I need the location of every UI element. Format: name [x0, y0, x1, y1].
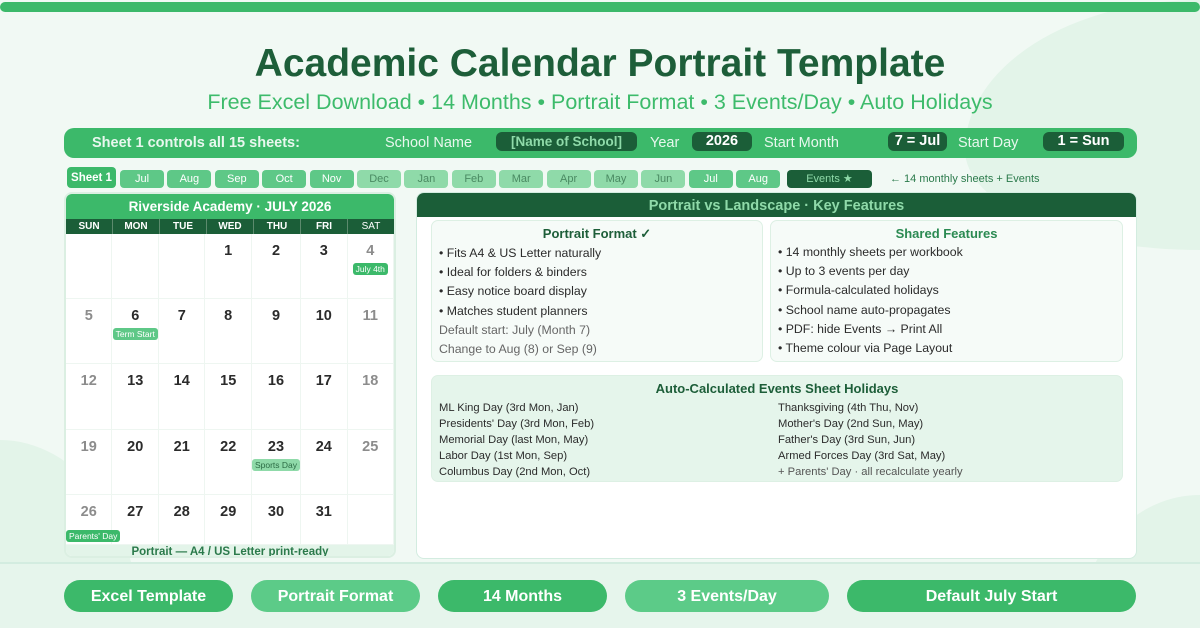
day-number: 3 [319, 243, 328, 259]
day-number: 21 [173, 439, 190, 455]
control-bar [64, 128, 1137, 158]
day-cell[interactable] [301, 430, 347, 495]
shared-feature-item: • Formula-calculated holidays [778, 283, 939, 298]
day-cell[interactable] [348, 364, 395, 430]
day-cell[interactable] [205, 495, 252, 545]
holiday-item: Thanksgiving (4th Thu, Nov) [778, 402, 919, 414]
holiday-columns [432, 400, 1122, 480]
shared-features-title: Shared Features [895, 226, 998, 241]
day-cell[interactable] [112, 234, 159, 299]
day-cell[interactable] [112, 430, 159, 495]
day-cell[interactable] [159, 495, 205, 545]
calendar-title: Riverside Academy · JULY 2026 [66, 194, 394, 219]
holiday-item: Labor Day (1st Mon, Sep) [439, 450, 568, 462]
year-field[interactable]: 2026 [692, 132, 752, 151]
day-number: 8 [224, 308, 233, 324]
tab-month-dec[interactable]: Dec [357, 170, 401, 188]
day-number: 7 [177, 308, 186, 324]
day-cell[interactable] [205, 234, 252, 299]
page-subtitle: Free Excel Download • 14 Months • Portrait Format • 3 Events/Day • Auto Holidays [207, 90, 993, 114]
holidays-box [431, 375, 1123, 482]
day-cell[interactable] [205, 364, 252, 430]
calendar-grid [66, 234, 394, 545]
day-number: 29 [220, 504, 237, 520]
holiday-column-left [439, 400, 778, 480]
day-cell[interactable] [66, 430, 112, 495]
weekday-header [66, 219, 394, 234]
day-number: 25 [362, 439, 379, 455]
weekday-sun: SUN [66, 219, 113, 234]
holiday-item: Father's Day (3rd Sun, Jun) [778, 434, 916, 446]
shared-feature-item: • Theme colour via Page Layout [778, 340, 953, 355]
start-month-label: Start Month [764, 135, 839, 151]
portrait-note: Default start: July (Month 7) [439, 322, 591, 337]
day-cell[interactable] [159, 234, 205, 299]
tab-month-jul[interactable]: Jul [120, 170, 164, 188]
day-cell[interactable] [301, 299, 347, 364]
day-number: 16 [267, 373, 285, 389]
portrait-feature-item: • Easy notice board display [439, 284, 587, 299]
holiday-item: + Parents' Day · all recalculate yearly [778, 466, 963, 478]
weekday-sat: SAT [361, 221, 381, 232]
features-title: Portrait vs Landscape · Key Features [417, 193, 1136, 217]
shared-feature-item: • 14 monthly sheets per workbook [778, 245, 963, 259]
day-number: 18 [362, 373, 379, 389]
day-cell[interactable] [252, 299, 301, 364]
top-accent-bar [0, 2, 1200, 12]
day-number: 4 [366, 243, 375, 259]
portrait-feature-item: • Fits A4 & US Letter naturally [439, 246, 602, 260]
day-number: 27 [127, 504, 144, 520]
calendar-preview [64, 192, 396, 558]
shared-feature-item: • School name auto-propagates [778, 302, 951, 317]
start-month-field[interactable]: 7 = Jul [888, 132, 947, 151]
badge-3-events: 3 Events/Day [625, 580, 829, 612]
day-number: 20 [127, 439, 144, 455]
start-day-field[interactable]: 1 = Sun [1043, 132, 1124, 151]
badge-excel-template: Excel Template [64, 580, 233, 612]
day-cell[interactable] [301, 495, 347, 545]
day-number: 17 [315, 373, 332, 389]
day-cell[interactable] [159, 364, 205, 430]
day-number: 15 [220, 373, 237, 389]
day-number: 26 [80, 504, 97, 520]
day-cell[interactable] [252, 234, 301, 299]
weekday-mon: MON [113, 219, 160, 234]
day-number: 13 [127, 373, 144, 389]
holiday-item: Columbus Day (2nd Mon, Oct) [439, 466, 591, 478]
event-chip[interactable]: Term Start [113, 328, 158, 340]
portrait-feature-item: • Matches student planners [439, 303, 588, 318]
tab-month-aug[interactable]: Aug [167, 170, 211, 188]
tab-events[interactable]: Events ★ [787, 170, 872, 188]
day-number: 24 [315, 439, 332, 455]
tab-month-jun[interactable]: Jun [641, 170, 685, 188]
badge-14-months: 14 Months [438, 580, 607, 612]
holiday-column-right [778, 400, 1117, 480]
badge-portrait-format: Portrait Format [251, 580, 420, 612]
tab-month-mar[interactable]: Mar [499, 170, 543, 188]
page-title: Academic Calendar Portrait Template [254, 42, 946, 85]
day-number: 22 [220, 439, 237, 455]
day-cell[interactable] [66, 234, 112, 299]
portrait-feature-list [432, 244, 762, 359]
tab-month-sep[interactable]: Sep [215, 170, 259, 188]
day-number: 23 [267, 439, 285, 455]
portrait-note: Change to Aug (8) or Sep (9) [439, 341, 597, 356]
day-cell[interactable] [159, 430, 205, 495]
holiday-item: Memorial Day (last Mon, May) [439, 434, 589, 446]
day-cell[interactable] [159, 299, 205, 364]
tab-month-jan[interactable]: Jan [404, 170, 448, 188]
day-cell[interactable] [301, 234, 347, 299]
tab-month-apr[interactable]: Apr [547, 170, 591, 188]
badge-default-july: Default July Start [847, 580, 1136, 612]
day-number: 19 [80, 439, 97, 455]
day-cell[interactable] [252, 495, 301, 545]
day-cell[interactable] [66, 299, 112, 364]
day-number: 9 [271, 308, 281, 324]
event-chip[interactable]: Parents' Day [66, 530, 120, 542]
portrait-format-title: Portrait Format ✓ [542, 226, 652, 241]
weekday-tue: TUE [160, 219, 207, 234]
day-number: 30 [267, 504, 285, 520]
day-cell[interactable] [66, 364, 112, 430]
portrait-format-box [431, 220, 763, 362]
tabs-note: ← 14 monthly sheets + Events [890, 173, 1040, 185]
holidays-title: Auto-Calculated Events Sheet Holidays [655, 381, 899, 396]
day-cell[interactable] [348, 430, 395, 495]
tab-month-nov[interactable]: Nov [310, 170, 354, 188]
shared-feature-list [771, 243, 1122, 358]
day-cell[interactable] [112, 299, 159, 364]
day-cell[interactable] [112, 364, 159, 430]
day-cell[interactable] [301, 364, 347, 430]
day-number: 6 [131, 308, 140, 324]
calendar-footer: Portrait — A4 / US Letter print-ready [66, 545, 394, 558]
tab-month-feb[interactable]: Feb [452, 170, 496, 188]
shared-features-box [770, 220, 1123, 362]
start-day-label: Start Day [958, 135, 1019, 151]
day-number: 12 [80, 373, 97, 389]
day-number: 11 [362, 308, 378, 324]
day-cell[interactable] [348, 495, 395, 545]
shared-feature-item: • Up to 3 events per day [778, 264, 910, 279]
event-chip[interactable]: Sports Day [252, 459, 300, 471]
day-cell[interactable] [348, 234, 395, 299]
holiday-item: Mother's Day (2nd Sun, May) [778, 418, 924, 430]
shared-feature-item: • PDF: hide Events → Print All [778, 321, 943, 336]
day-number: 14 [173, 373, 190, 389]
day-cell[interactable] [205, 430, 252, 495]
year-label: Year [650, 135, 680, 151]
control-label: Sheet 1 controls all 15 sheets: [92, 135, 300, 151]
tab-month-jul[interactable]: Jul [689, 170, 733, 188]
features-panel [416, 192, 1137, 559]
school-name-field[interactable]: [Name of School] [496, 132, 637, 151]
holiday-item: Presidents' Day (3rd Mon, Feb) [439, 418, 595, 430]
day-number: 1 [224, 243, 233, 259]
day-cell[interactable] [252, 430, 301, 495]
day-number: 10 [315, 308, 332, 324]
day-number: 31 [315, 504, 332, 520]
portrait-feature-item: • Ideal for folders & binders [439, 265, 587, 280]
day-cell[interactable] [66, 495, 118, 545]
tab-month-aug[interactable]: Aug [736, 170, 780, 188]
weekday-fri: FRI [301, 219, 348, 234]
event-chip[interactable]: July 4th [353, 263, 388, 275]
day-cell[interactable] [348, 299, 395, 364]
holiday-item: ML King Day (3rd Mon, Jan) [439, 402, 579, 414]
tab-sheet-1[interactable]: Sheet 1 [67, 167, 116, 188]
day-number: 5 [84, 308, 93, 324]
tab-month-oct[interactable]: Oct [262, 170, 306, 188]
weekday-wed: WED [207, 219, 254, 234]
school-name-label: School Name [385, 135, 473, 151]
day-number: 28 [173, 504, 190, 520]
day-cell[interactable] [112, 495, 159, 545]
day-number: 2 [271, 243, 281, 259]
day-cell[interactable] [252, 364, 301, 430]
holiday-item: Armed Forces Day (3rd Sat, May) [778, 450, 946, 462]
weekday-thu: THU [254, 219, 301, 234]
day-cell[interactable] [205, 299, 252, 364]
tab-month-may[interactable]: May [594, 170, 638, 188]
